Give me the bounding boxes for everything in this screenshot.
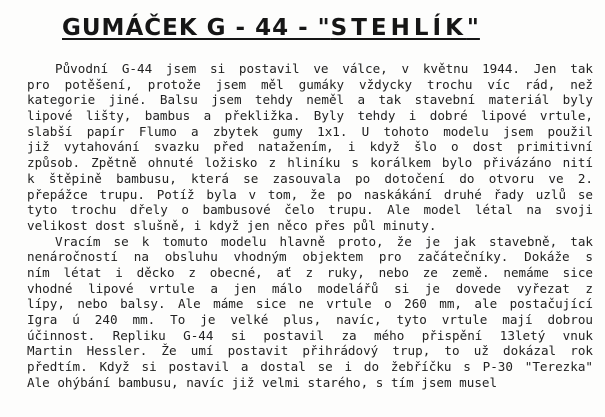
text-line: Vracím se k tomuto modelu hlavně proto, že je jak stavebně, tak <box>55 233 593 249</box>
title-suffix: " <box>466 15 480 41</box>
text-line: způsob. Zpětně ohnuté ložisko z hliníku s korálkem bylo přivázáno nití <box>27 155 593 171</box>
text-line: Ale ohýbání bambusu, navíc již velmi starého, s tím jsem musel <box>27 374 498 390</box>
text-line: lípy, nebo balsy. Ale máme sice ne vrtule o 260 mm, ale postačující <box>27 296 593 312</box>
title-name: STEHLÍK <box>330 15 467 41</box>
text-line: ním létat i děcko z obecné, ať z ruky, nebo ze země. nemáme sice <box>27 264 593 280</box>
text-line: Igra ú 240 mm. To je velké plus, navíc, tyto vrtule mají dobrou <box>27 312 593 327</box>
text-line: velikost dost slušně, i když jen něco přes půl minuty. <box>27 217 437 233</box>
title-prefix: GUMÁČEK G - 44 - " <box>62 15 331 41</box>
article-body <box>27 61 593 390</box>
text-line: Martin Hessler. Že umí postavit přihrádový trup, to už dokázal rok <box>27 343 593 359</box>
text-line: pro potěšení, protože jsem měl gumáky vždycky trochu víc rád, než <box>27 76 593 92</box>
article-title <box>62 14 480 42</box>
text-line: vhodné lipové vrtule a jen málo modelářů si je dovede vyřezat z <box>27 280 593 296</box>
text-line: účinnost. Repliku G-44 si postavil za mého přispění 13letý vnuk <box>27 327 593 343</box>
text-line: nenáročností na obsluhu vhodným objektem pro začátečníky. Dokáže s <box>27 249 593 265</box>
text-line: k štěpině bambusu, která se zasouvala po dotočení do otvoru ve 2. <box>27 170 593 186</box>
text-line: lipové lišty, bambus a překližka. Byly tehdy i dobré lipové vrtule, <box>27 108 593 124</box>
text-line: slabší papír Flumo a zbytek gumy 1x1. U tohoto modelu jsem použil <box>27 123 593 139</box>
text-line: tyto trochu dřely o bambusové čelo trupu. Ale model létal na svoji <box>27 202 593 218</box>
text-line: již vytahování svazku před natažením, i když šlo o dost primitivní <box>27 139 593 155</box>
text-line: přepážce trupu. Potíž byla v tom, že po naskákání druhé řady uzlů se <box>27 186 593 202</box>
text-line: Původní G-44 jsem si postavil ve válce, v květnu 1944. Jen tak <box>55 61 593 76</box>
text-line: kategorie jiné. Balsu jsem tehdy neměl a tak stavební materiál byly <box>27 92 593 108</box>
text-line: předtím. Když si postavil a dostal se i do žebříčku s P-30 "Terezka" <box>27 359 593 375</box>
